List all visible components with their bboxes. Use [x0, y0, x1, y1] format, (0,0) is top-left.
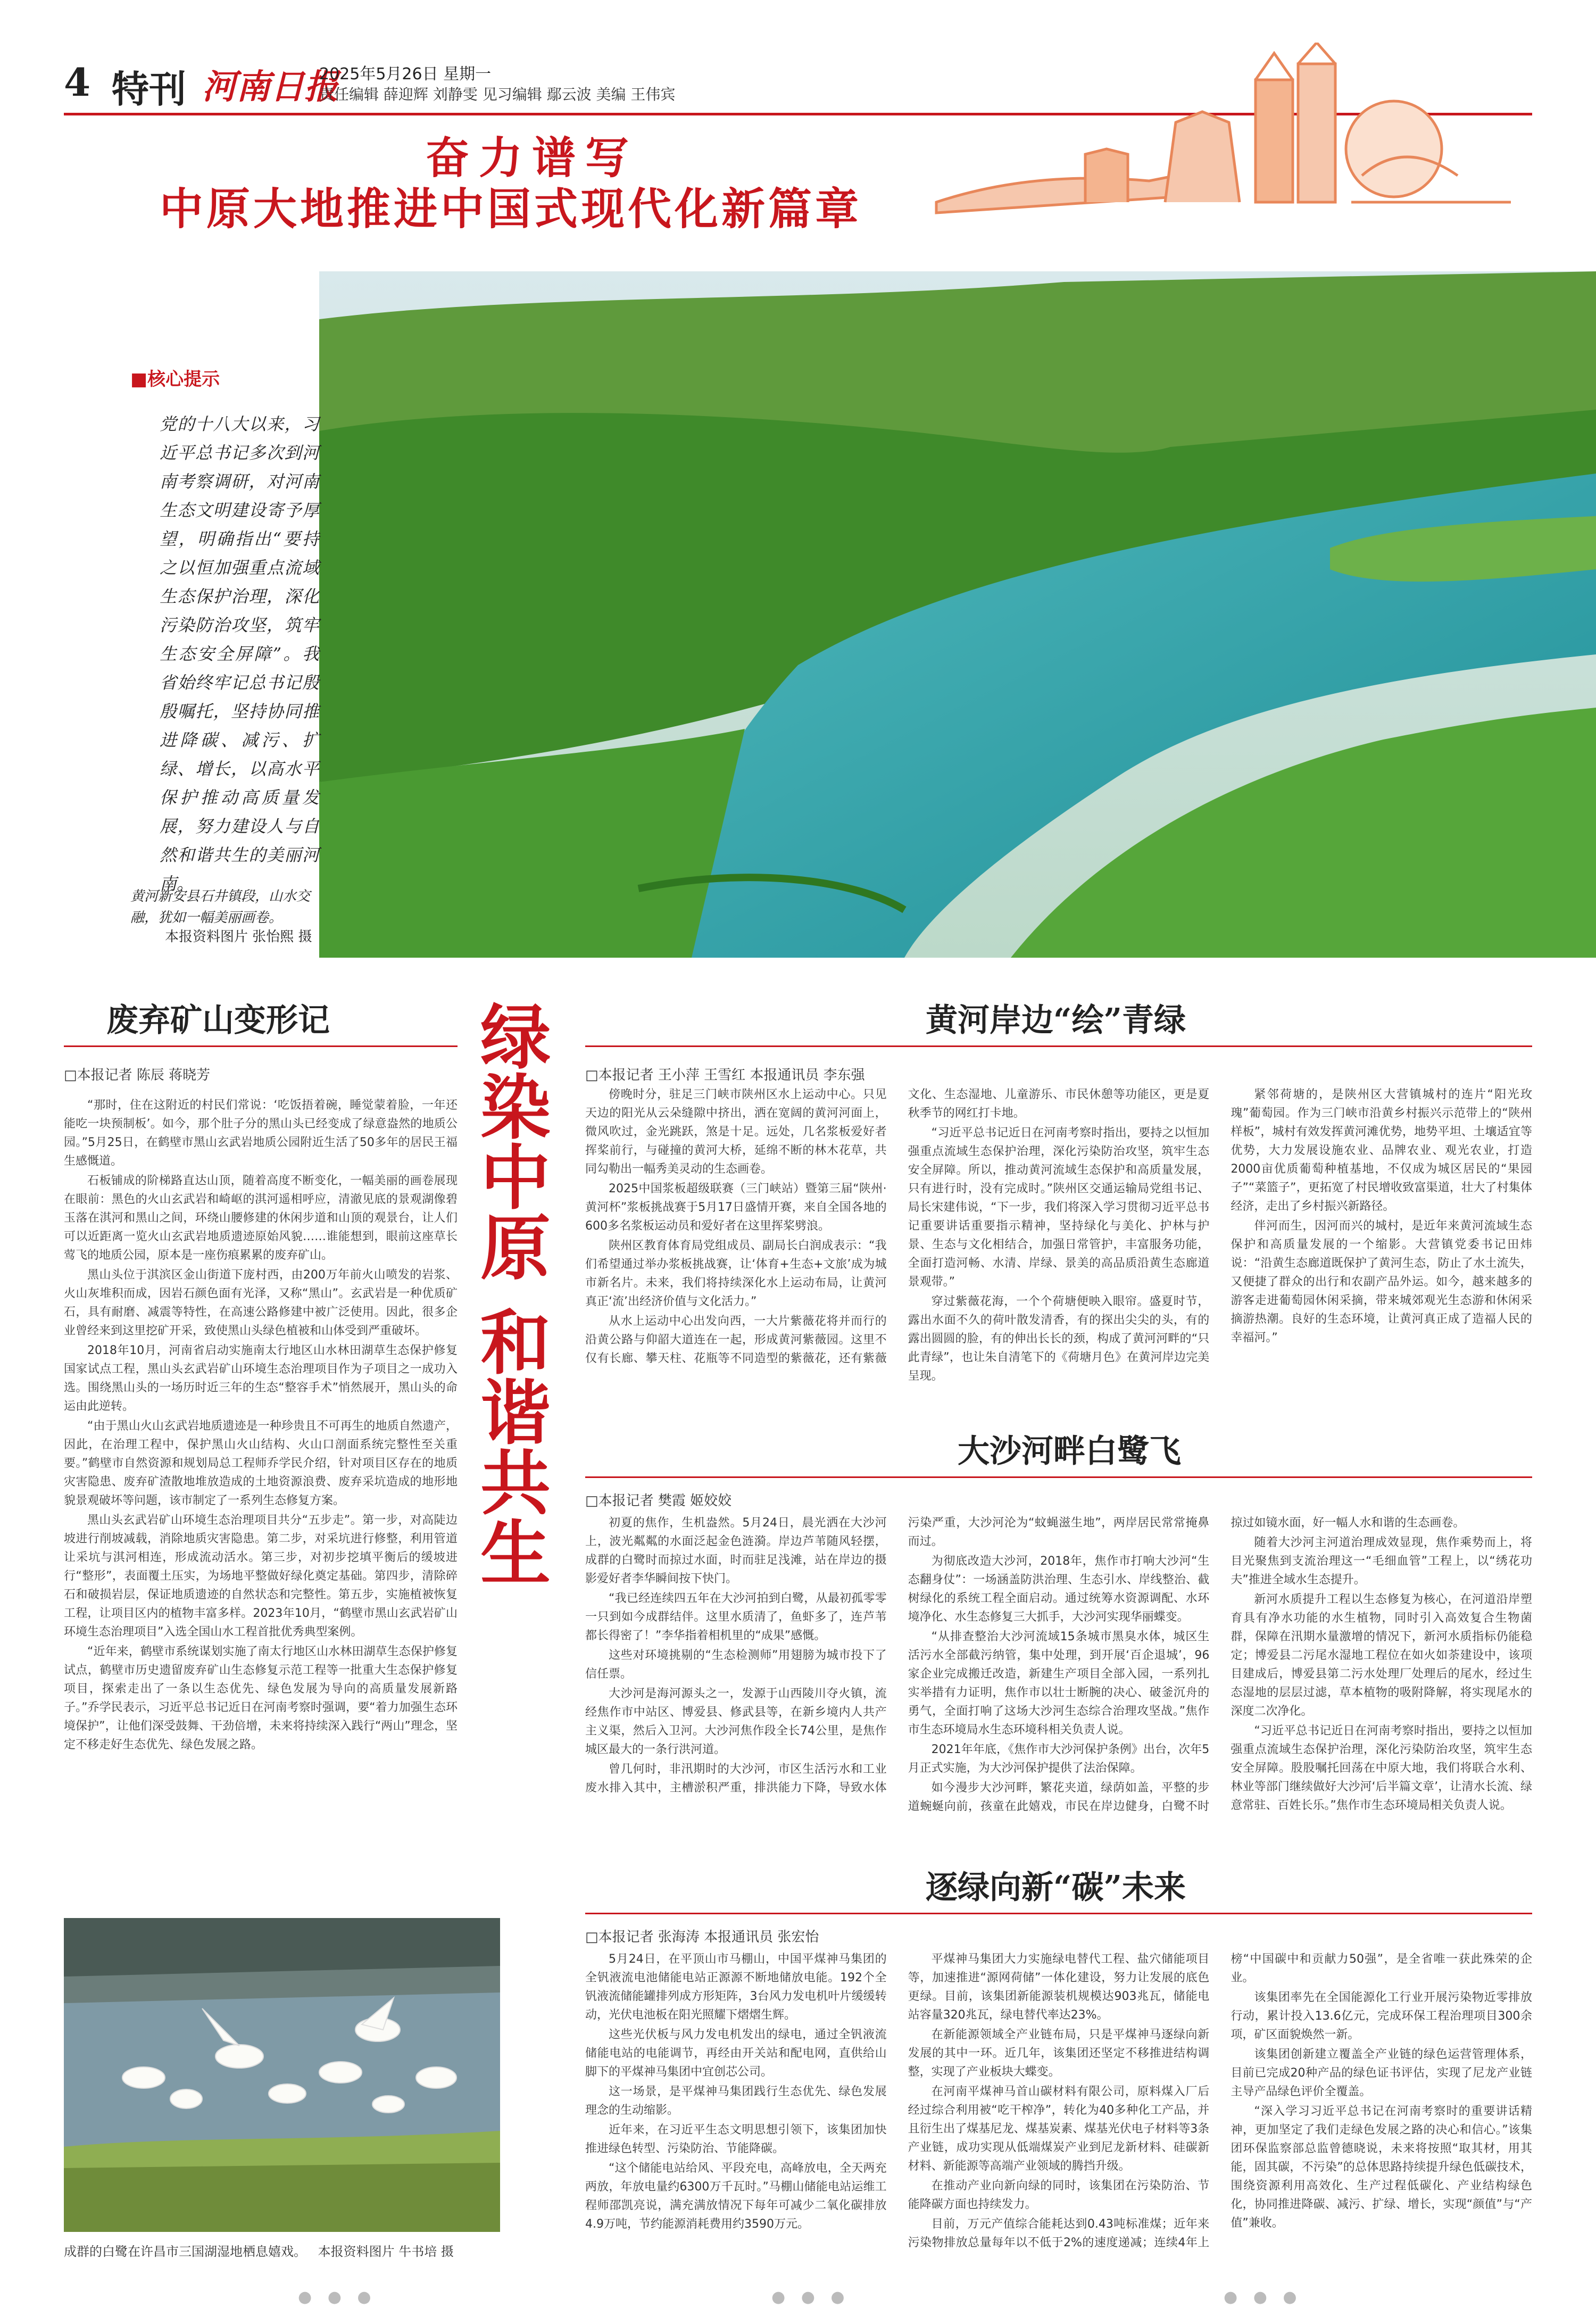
paragraph: 2018年10月，河南省启动实施南太行地区山水林田湖草生态保护修复国家试点工程，黑山头玄武岩矿山环境生态治理项目作为子项目之一成功入选。围绕黑山头的一场历时近三年的生态“整容手术”悄然展开，黑山头的命运由此逆转。	[64, 1344, 458, 1413]
section-name: 特刊	[112, 67, 186, 111]
banner-line-1: 奋力谱写	[426, 132, 639, 184]
article-body-egret	[585, 1514, 1532, 1854]
hero-caption: 黄河新安县石井镇段，山水交融，犹如一幅美丽画卷。	[130, 889, 311, 926]
paragraph: 石板铺成的阶梯路直达山顶，随着高度不断变化，一幅美丽的画卷展现在眼前：黑色的火山玄武岩和崎岖的淇河遥相呼应，清澈见底的景观湖像碧玉落在淇河和黑山之间，环绕山腰修建的休闲步道和山顶的观景台，让人们可以近距离一览火山玄武岩地质遗迹原始风貌……谁能想到，眼前这座草长莺飞的地质公园，原本是一座伤痕累累的废弃矿山。	[64, 1174, 458, 1262]
paragraph: 在新能源领域全产业链布局，只是平煤神马逐绿向新发展的其中一环。近几年，该集团还坚定不移推进结构调整，实现了产业板块大蝶变。	[908, 2028, 1210, 2079]
paragraph: 该集团创新建立覆盖全产业链的绿色运营管理体系，目前已完成20种产品的绿色证书评估，实现了尼龙产业链主导产品绿色评价全覆盖。	[1231, 2048, 1532, 2098]
paragraph: 目前，万元产值综合能耗达到0.43吨标准煤；近年来污染物排放总量每年以不低于2%的速度递减；连续4年上榜“中国碳中和贡献力50强”，是全省唯一获此殊荣的企业。	[908, 1953, 1532, 2249]
hero-landscape-photo	[319, 271, 1596, 958]
byline-river: □本报记者 王小萍 王雪红 本报通讯员 李东强	[585, 1067, 865, 1083]
article-title-mine: 废弃矿山变形记	[106, 1002, 330, 1039]
egret-photo-credit: 本报资料图片 牛书培 摄	[318, 2244, 454, 2259]
paragraph: 这些对环境挑剔的“生态检测师”用翅膀为城市投下了信任票。	[585, 1649, 887, 1681]
paragraph: 紧邻荷塘的，是陕州区大营镇城村的连片“阳光玫瑰”葡萄园。作为三门峡市沿黄乡村振兴示范带上的“陕州样板”，城村有效发挥黄河滩优势，地势平坦、土壤适宜等优势，大力发展设施农业、品牌农业、观光农业，打造2000亩优质葡萄种植基地，不仅成为城区居民的“果园子”“菜篮子”，更拓宽了村民增收致富渠道，壮大了村集体经济，走出了乡村振兴新路径。	[1231, 1088, 1532, 1213]
byline-carbon: □本报记者 张海涛 本报通讯员 张宏怡	[585, 1929, 819, 1945]
article-title-carbon: 逐绿向新“碳”未来	[926, 1869, 1186, 1906]
banner-line-2: 中原大地推进中国式现代化新篇章	[160, 184, 862, 235]
issue-date: 2025年5月26日 星期一	[319, 65, 492, 84]
core-hint-label: ■核心提示	[130, 369, 220, 390]
page-dots: ● ● ●	[771, 2288, 850, 2306]
paragraph: 随着大沙河主河道治理成效显现，焦作乘势而上，将目光聚焦到支流治理这一“毛细血管”工程上，以“绣花功夫”推进全域水生态提升。	[1231, 1536, 1532, 1587]
paragraph: 这些光伏板与风力发电机发出的绿电，通过全钒液流储能电站的电能调节，再经由开关站和配电网，直供给山脚下的平煤神马集团中宜创芯公司。	[585, 2028, 887, 2079]
title-rule	[64, 1045, 458, 1047]
paper-logo: 河南日报	[202, 67, 338, 107]
paragraph: 近年来，在习近平生态文明思想引领下，该集团加快推进绿色转型、污染防治、节能降碳。	[585, 2123, 887, 2155]
byline-egret: □本报记者 樊霞 姬姣姣	[585, 1493, 732, 1509]
egret-caption	[64, 2241, 500, 2260]
article-title-river: 黄河岸边“绘”青绿	[926, 1002, 1186, 1039]
paragraph: 大沙河是海河源头之一，发源于山西陵川夺火镇，流经焦作市中站区、博爱县、修武县等，在新乡境内人共产主义渠，然后入卫河。大沙河焦作段全长74公里，是焦作城区最大的一条行洪河道。	[585, 1687, 887, 1756]
paragraph: “习近平总书记近日在河南考察时指出，要持之以恒加强重点流域生态保护治理，深化污染防治攻坚，筑牢生态安全屏障。股股嘱托回荡在中原大地，我们将联合水利、林业等部门继续做好大沙河‘后半篇文章’，让清水长流、绿意常驻、百姓长乐。”焦作市生态环境局相关负责人说。	[1231, 1724, 1532, 1812]
editors-line: 责任编辑 薛迎辉 刘静雯 见习编辑 鄢云波 美编 王伟宾	[319, 86, 676, 103]
article-body-river	[585, 1085, 1532, 1415]
article-body-mine	[64, 1096, 458, 1899]
paragraph: 5月24日，在平顶山市马棚山，中国平煤神马集团的全钒液流电池储能电站正源源不断地储放电能。192个全钒液流储能罐排列成方形矩阵，3台风力发电机叶片缓缓转动，光伏电池板在阳光照耀下熠熠生辉。	[585, 1953, 887, 2022]
egret-photo	[64, 1918, 500, 2232]
landmark-illustration	[926, 43, 1522, 223]
paragraph: 新河水质提升工程以生态修复为核心，在河道沿岸塑育具有净水功能的水生植物，同时引入高效复合生物菌群，保障在汛期水量激增的情况下，新河水质指标仍能稳定；博爱县二污尾水湿地工程位在如火如荼建设中，该项目建成后，博爱县第二污水处理厂处理后的尾水，经过生态湿地的层层过滤，草本植物的吸附降解，将实现尾水的深度二次净化。	[1231, 1593, 1532, 1718]
paragraph: “近年来，鹤壁市系统谋划实施了南太行地区山水林田湖草生态保护修复试点，鹤壁市历史遗留废弃矿山生态修复示范工程等一批重大生态保护修复项目，探索走出了一条以生态优先、绿色发展为导向的高质量发展新路子。”乔学民表示，习近平总书记近日在河南考察时强调，要“着力加强生态环境保护”，让他们深受鼓舞、干劲倍增，未来将持续深入践行“两山”理念，坚定不移走好生态优先、绿色发展之路。	[64, 1645, 458, 1751]
paragraph: 傍晚时分，驻足三门峡市陕州区水上运动中心。只见天边的阳光从云朵缝隙中挤出，洒在宽阔的黄河河面上，微风吹过，金光跳跃，煞是十足。远处，几名浆板爱好者挥桨前行，与碰撞的黄河大桥，延绵不断的林木花草，共同勾勒出一幅秀美灵动的生态画卷。	[585, 1088, 887, 1176]
page-dots: ● ● ●	[1224, 2288, 1302, 2306]
paragraph: 如今漫步大沙河畔，繁花夹道，绿荫如盖，平整的步道蜿蜒向前，孩童在此嬉戏，市民在岸边健身，白鹭不时掠过如镜水面，好一幅人水和谐的生态画卷。	[908, 1516, 1465, 1813]
paragraph: 穿过紫薇花海，一个个荷塘便映入眼帘。盛夏时节，露出水面不久的荷叶散发清香，有的探出尖尖的头，有的露出圆圆的脸，有的伸出长长的颈，构成了黄河河畔的“只此青绿”，也让朱自清笔下的《荷塘月色》在黄河岸边完美呈现。	[908, 1295, 1210, 1383]
paragraph: 该集团率先在全国能源化工行业开展污染物近零排放行动，累计投入13.6亿元，完成环保工程治理项目300余项，矿区面貌焕然一新。	[1231, 1991, 1532, 2041]
title-rule	[585, 1045, 1532, 1047]
title-rule	[585, 1913, 1532, 1914]
paragraph: “那时，住在这附近的村民们常说：‘吃饭捂着碗，睡觉蒙着脸，一年还能吃一块预制板’。如今，那个肚子分的黑山头已经变成了绿意盎然的地质公园。”5月25日，在鹤壁市黑山玄武岩地质公园附近生活了50多年的居民王福生感慨道。	[64, 1099, 458, 1168]
page-number: 4	[64, 60, 91, 105]
paragraph: 为彻底改造大沙河，2018年，焦作市打响大沙河“生态翻身仗”：一场涵盖防洪治理、生态引水、岸线整治、截树绿化的系统工程全面启动。通过统筹水资源调配、水环境净化、水生态修复三大抓手，大沙河实现华丽蝶变。	[908, 1555, 1210, 1624]
article-body-carbon	[585, 1950, 1532, 2285]
paragraph: “这个储能电站给风、平段充电，高峰放电，全天两充两放，年放电量约6300万千瓦时。”马棚山储能电站运维工程师邵凯亮说，满充满放情况下每年可减少二氧化碳排放4.9万吨，节约能源消耗费用约3590万元。	[585, 2162, 887, 2231]
title-rule	[585, 1476, 1532, 1478]
paragraph: 2025中国浆板超级联赛（三门峡站）暨第三届“陕州·黄河杯”浆板挑战赛于5月17日盛情开赛，来自全国各地的600多名浆板运动员和爱好者在这里挥桨劈浪。	[585, 1182, 887, 1233]
paragraph: “深入学习习近平总书记在河南考察时的重要讲话精神，更加坚定了我们走绿色发展之路的决心和信心。”该集团环保监察部总监曾德晓说，未来将按照“取其材，用其能，固其碳，不污染”的总体思路持续提升绿色低碳技术，围绕资源利用高效化、生产过程低碳化、产业结构绿色化，协同推进降碳、减污、扩绿、增长，实现“颜值”与“产值”兼收。	[1231, 2105, 1532, 2230]
paragraph: 从水上运动中心出发向西，一大片紫薇花将并而行的沿黄公路与仰韶大道连在一起，形成黄河紫薇园。这里不仅有长廊、攀天柱、花瓶等不同造型的紫薇花，还有紫薇文化、生态湿地、儿童游乐、市民休憩等功能区，更是夏秋季节的网红打卡地。	[585, 1088, 1210, 1365]
paragraph: 这一场景，是平煤神马集团践行生态优先、绿色发展理念的生动缩影。	[585, 2085, 887, 2117]
page-dots: ● ● ●	[298, 2288, 377, 2306]
hero-credit: 本报资料图片 张怡熙 摄	[165, 929, 312, 945]
paragraph: 黑山头玄武岩矿山环境生态治理项目共分“五步走”。第一步，对高陡边坡进行削坡减载，消除地质灾害隐患。第二步，对采坑进行修整，利用管道让采坑与淇河相连，形成流动活水。第三步，对初步挖填平衡后的缓坡进行“整形”，表面覆土压实，为场地平整做好绿化奠定基础。第四步，清除碎石和破损岩层，保证地质遗迹的自然状态和完整性。第五步，实施植被恢复工程，让项目区内的植物丰富多样。2023年10月，“鹤壁市黑山玄武岩矿山环境生态治理项目”入选全国山水工程首批优秀典型案例。	[64, 1514, 458, 1639]
paragraph: 2021年年底，《焦作市大沙河保护条例》出台，次年5月正式实施，为大沙河保护提供了法治保障。	[908, 1743, 1210, 1775]
egret-caption-text: 成群的白鹭在许昌市三国湖湿地栖息嬉戏。	[64, 2244, 306, 2259]
paragraph: “习近平总书记近日在河南考察时指出，要持之以恒加强重点流域生态保护治理，深化污染防治攻坚，筑牢生态安全屏障。所以，推动黄河流域生态保护和高质量发展，只有进行时，没有完成时。”陕州区交通运输局党组书记、局长宋建伟说，“下一步，我们将深入学习贯彻习近平总书记重要讲话重要指示精神，坚持绿化与美化、护林与护景、生态与文化相结合，加强日常管护，丰富服务功能，全面打造河畅、水清、岸绿、景美的高品质沿黄生态廊道景观带。”	[908, 1126, 1210, 1289]
paragraph: 黑山头位于淇滨区金山街道下庞村西，由200万年前火山喷发的岩浆、火山灰堆积而成，因岩石颜色面有光泽，又称“黑山”。玄武岩是一种优质矿石，具有耐磨、减震等特性，在高速公路修建中被广泛使用。因此，很多企业曾经来到这里挖矿开采，致使黑山头绿色植被和山体受到严重破坏。	[64, 1268, 458, 1338]
paragraph: 在推动产业向新向绿的同时，该集团在污染防治、节能降碳方面也持续发力。	[908, 2179, 1210, 2211]
paragraph: 在河南平煤神马首山碳材料有限公司，原料煤入厂后经过综合利用被“吃干榨净”，转化为40多种化工产品，并且衍生出了煤基尼龙、煤基炭素、煤基光伏电子材料等3条产业链，成功实现从低端煤炭产业到尼龙新材料、硅碳新材料、新能源等高端产业领域的腾挡升级。	[908, 2085, 1210, 2173]
paragraph: 伴河而生，因河而兴的城村，是近年来黄河流域生态保护和高质量发展的一个缩影。大营镇党委书记田炜说：“沿黄生态廊道既保护了黄河生态，防止了水土流失，又便捷了群众的出行和农副产品外运。如今，越来越多的游客走进葡萄园休闲采摘，带来城郊观光生态游和休闲采摘游热潮。良好的生态环境，让黄河真正成了造福人民的幸福河。”	[1231, 1219, 1532, 1344]
core-hint-text: 党的十八大以来，习近平总书记多次到河南考察调研，对河南生态文明建设寄予厚望，明确指出“要持之以恒加强重点流域生态保护治理，深化污染防治攻坚，筑牢生态安全屏障”。我省始终牢记总书记殷殷嘱托，坚持协同推进降碳、减污、扩绿、增长，以高水平保护推动高质量发展，努力建设人与自然和谐共生的美丽河南。	[160, 414, 319, 894]
vertical-feature-title: 绿染中原 和谐共生	[468, 1000, 551, 1587]
byline-mine: □本报记者 陈辰 蒋晓芳	[64, 1067, 211, 1083]
paragraph: “我已经连续四五年在大沙河拍到白鹭，从最初孤零零一只到如今成群结伴。这里水质清了，鱼虾多了，连芦苇都长得密了！”李华指着相机里的“成果”感慨。	[585, 1592, 887, 1642]
paragraph: 初夏的焦作，生机盎然。5月24日，晨光洒在大沙河上，波光粼粼的水面泛起金色涟漪。岸边芦苇随风轻摆，成群的白鹭时而掠过水面，时而驻足浅滩，站在岸边的摄影爱好者李华瞬间按下快门。	[585, 1516, 887, 1585]
paragraph: 曾几何时，非汛期时的大沙河，市区生活污水和工业废水排入其中，主槽淤积严重，排洪能力下降，导致水体污染严重，大沙河沦为“蚊蝇滋生地”，两岸居民常常掩鼻而过。	[585, 1516, 1210, 1795]
paragraph: 陕州区教育体育局党组成员、副局长白润成表示：“我们希望通过举办浆板挑战赛，让‘体育+生态+文旅’成为城市新名片。未来，我们将持续深化水上运动布局，让黄河真正‘流’出经济价值与文化活力。”	[585, 1239, 887, 1308]
paragraph: 平煤神马集团大力实施绿电替代工程、盐穴储能项目等，加速推进“源网荷储”一体化建设，努力让发展的底色更绿。目前，该集团新能源装机规模达903兆瓦，储能电站容量320兆瓦，绿电替代率达23%。	[908, 1953, 1210, 2022]
article-title-egret: 大沙河畔白鹭飞	[958, 1433, 1181, 1470]
paragraph: “由于黑山火山玄武岩地质遗迹是一种珍贵且不可再生的地质自然遗产，因此，在治理工程中，保护黑山火山结构、火山口剖面系统完整性至关重要。”鹤壁市自然资源和规划局总工程师乔学民介绍，针对项目区存在的地质灾害隐患、废弃矿渣散地堆放造成的土地资源浪费、废弃采坑造成的地形地貌景观破坏等问题，该市制定了一系列生态修复方案。	[64, 1419, 458, 1507]
paragraph: “从排查整治大沙河流域15条城市黑臭水体，城区生活污水全部截污纳管，集中处理，到开展‘百企退城’，96家企业完成搬迁改造，新建生产项目全部入园，一系列扎实举措有力证明，焦作市以壮士断腕的决心、破釜沉舟的勇气，全面打响了这场大沙河生态综合治理攻坚战。”焦作市生态环境局水生态环境科相关负责人说。	[908, 1630, 1210, 1737]
